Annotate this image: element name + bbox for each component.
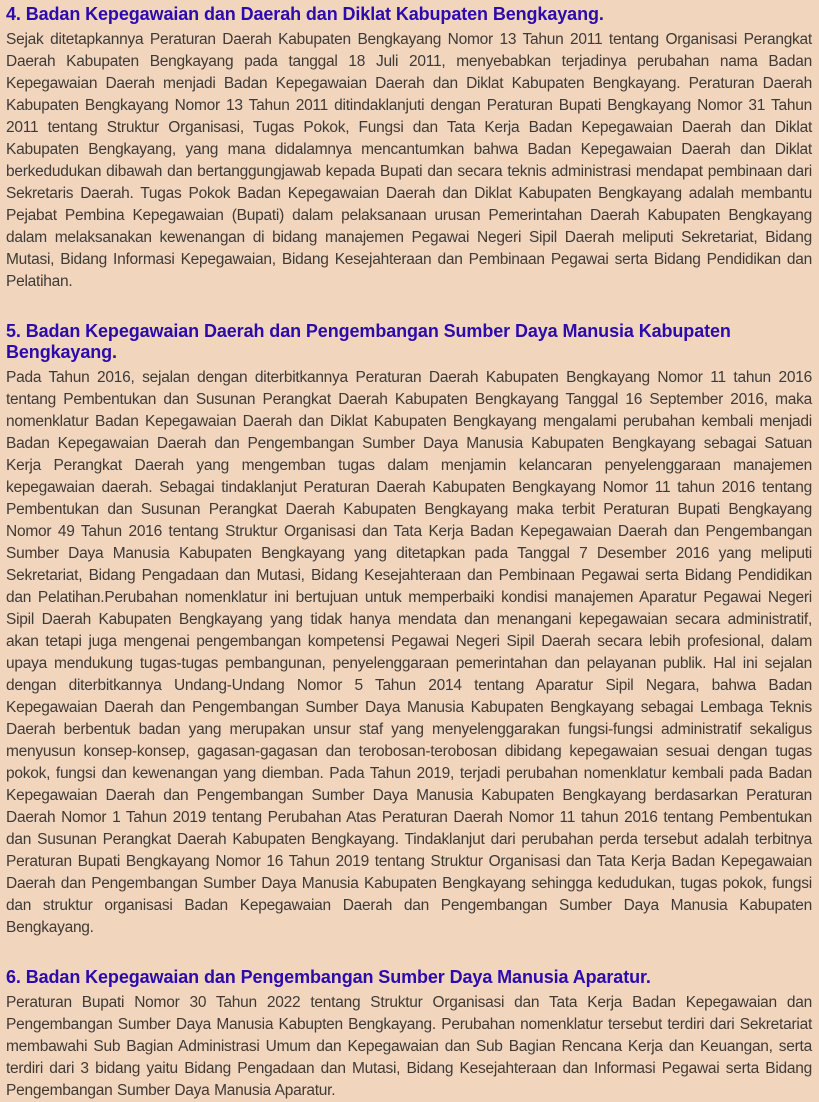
section-5-heading: 5. Badan Kepegawaian Daerah dan Pengembangan Sumber Daya Manusia Kabupaten Bengkayang. <box>6 321 731 362</box>
section-6-heading: 6. Badan Kepegawaian dan Pengembangan Sumber Daya Manusia Aparatur. <box>6 967 651 987</box>
section-5 <box>6 321 812 939</box>
section-6-paragraph: Peraturan Bupati Nomor 30 Tahun 2022 tentang Struktur Organisasi dan Tata Kerja Badan Kepegawaian dan Pengembangan Sumber Daya Manusia Kabupten Bengkayang. Perubahan nomenklatur tersebut terdiri dari Sekretariat membawahi Sub Bagian Administrasi Umum dan Kepegawaian dan Sub Bagian Rencana Kerja dan Keuangan, serta terdiri dari 3 bidang yaitu Bidang Pengadaan dan Mutasi, Bidang Kesejahteraan dan Informasi Pegawai serta Bidang Pengembangan Sumber Daya Manusia Aparatur. <box>6 994 812 1099</box>
section-6 <box>6 967 812 1102</box>
section-5-paragraph: Pada Tahun 2016, sejalan dengan diterbitkannya Peraturan Daerah Kabupaten Bengkayang Nomor 11 tahun 2016 tentang Pembentukan dan Susunan Perangkat Daerah Kabupaten Bengkayang Tanggal 16 September 2016, maka nomenklatur Badan Kepegawaian Daerah dan Diklat Kabupaten Bengkayang mengalami perubahan kembali menjadi Badan Kepegawaian Daerah dan Pengembangan Sumber Daya Manusia Kabupaten Bengkayang sebagai Satuan Kerja Perangkat Daerah yang mengemban tugas dalam menjamin kelancaran penyelenggaraan manajemen kepegawaian daerah. Sebagai tindaklanjut Peraturan Daerah Kabupaten Bengkayang Nomor 11 tahun 2016 tentang Pembentukan dan Susunan Perangkat Daerah Kabupaten Bengkayang maka terbit Peraturan Bupati Bengkayang Nomor 49 Tahun 2016 tentang Struktur Organisasi dan Tata Kerja Badan Kepegawaian Daerah dan Pengembangan Sumber Daya Manusia Kabupaten Bengkayang yang ditetapkan pada Tanggal 7 Desember 2016 yang meliputi Sekretariat, Bidang Pengadaan dan Mutasi, Bidang Kesejahteraan dan Pembinaan Pegawai serta Bidang Pendidikan dan Pelatihan.Perubahan nomenklatur ini bertujuan untuk memperbaiki kondisi manajemen Aparatur Pegawai Negeri Sipil Daerah Kabupaten Bengkayang yang tidak hanya mendata dan menangani kepegawaian secara administratif, akan tetapi juga mengenai pengembangan kompetensi Pegawai Negeri Sipil Daerah secara lebih profesional, dalam upaya mendukung tugas-tugas pembangunan, penyelenggaraan pemerintahan dan pelayanan publik. Hal ini sejalan dengan diterbitkannya Undang-Undang Nomor 5 Tahun 2014 tentang Aparatur Sipil Negara, bahwa Badan Kepegawaian Daerah dan Pengembangan Sumber Daya Manusia Kabupaten Bengkayang sebagai Lembaga Teknis Daerah berbentuk badan yang merupakan unsur staf yang menyelenggarakan fungsi-fungsi administratif sekaligus menyusun konsep-konsep, gagasan-gagasan dan terobosan-terobosan dibidang kepegawaian sesuai dengan tugas pokok, fungsi dan kewenangan yang diemban. Pada Tahun 2019, terjadi perubahan nomenklatur kembali pada Badan Kepegawaian Daerah dan Pengembangan Sumber Daya Manusia Kabupaten Bengkayang berdasarkan Peraturan Daerah Nomor 1 Tahun 2019 tentang Perubahan Atas Peraturan Daerah Nomor 11 tahun 2016 tentang Pembentukan dan Susunan Perangkat Daerah Kabupaten Bengkayang. Tindaklanjut dari perubahan perda tersebut adalah terbitnya Peraturan Bupati Bengkayang Nomor 16 Tahun 2019 tentang Struktur Organisasi dan Tata Kerja Badan Kepegawaian Daerah dan Pengembangan Sumber Daya Manusia Kabupaten Bengkayang sehingga kedudukan, tugas pokok, fungsi dan struktur organisasi Badan Kepegawaian Daerah dan Pengembangan Sumber Daya Manusia Kabupaten Bengkayang. <box>6 369 812 936</box>
section-4 <box>6 4 812 293</box>
section-4-heading: 4. Badan Kepegawaian dan Daerah dan Diklat Kabupaten Bengkayang. <box>6 4 604 24</box>
section-4-paragraph: Sejak ditetapkannya Peraturan Daerah Kabupaten Bengkayang Nomor 13 Tahun 2011 tentang Organisasi Perangkat Daerah Kabupaten Bengkayang pada tanggal 18 Juli 2011, menyebabkan terjadinya perubahan nama Badan Kepegawaian Daerah menjadi Badan Kepegawaian Daerah dan Diklat Kabupaten Bengkayang. Peraturan Daerah Kabupaten Bengkayang Nomor 13 Tahun 2011 ditindaklanjuti dengan Peraturan Bupati Bengkayang Nomor 31 Tahun 2011 tentang Struktur Organisasi, Tugas Pokok, Fungsi dan Tata Kerja Badan Kepegawaian Daerah dan Diklat Kabupaten Bengkayang, yang mana didalamnya mencantumkan bahwa Badan Kepegawaian Daerah dan Diklat berkedudukan dibawah dan bertanggungjawab kepada Bupati dan secara teknis administrasi mendapat pembinaan dari Sekretaris Daerah. Tugas Pokok Badan Kepegawaian Daerah dan Diklat Kabupaten Bengkayang adalah membantu Pejabat Pembina Kepegawaian (Bupati) dalam pelaksanaan urusan Pemerintahan Daerah Kabupaten Bengkayang dalam melaksanakan kewenangan di bidang manajemen Pegawai Negeri Sipil Daerah meliputi Sekretariat, Bidang Mutasi, Bidang Informasi Kepegawaian, Bidang Kesejahteraan dan Pembinaan Pegawai serta Bidang Pendidikan dan Pelatihan. <box>6 31 812 290</box>
